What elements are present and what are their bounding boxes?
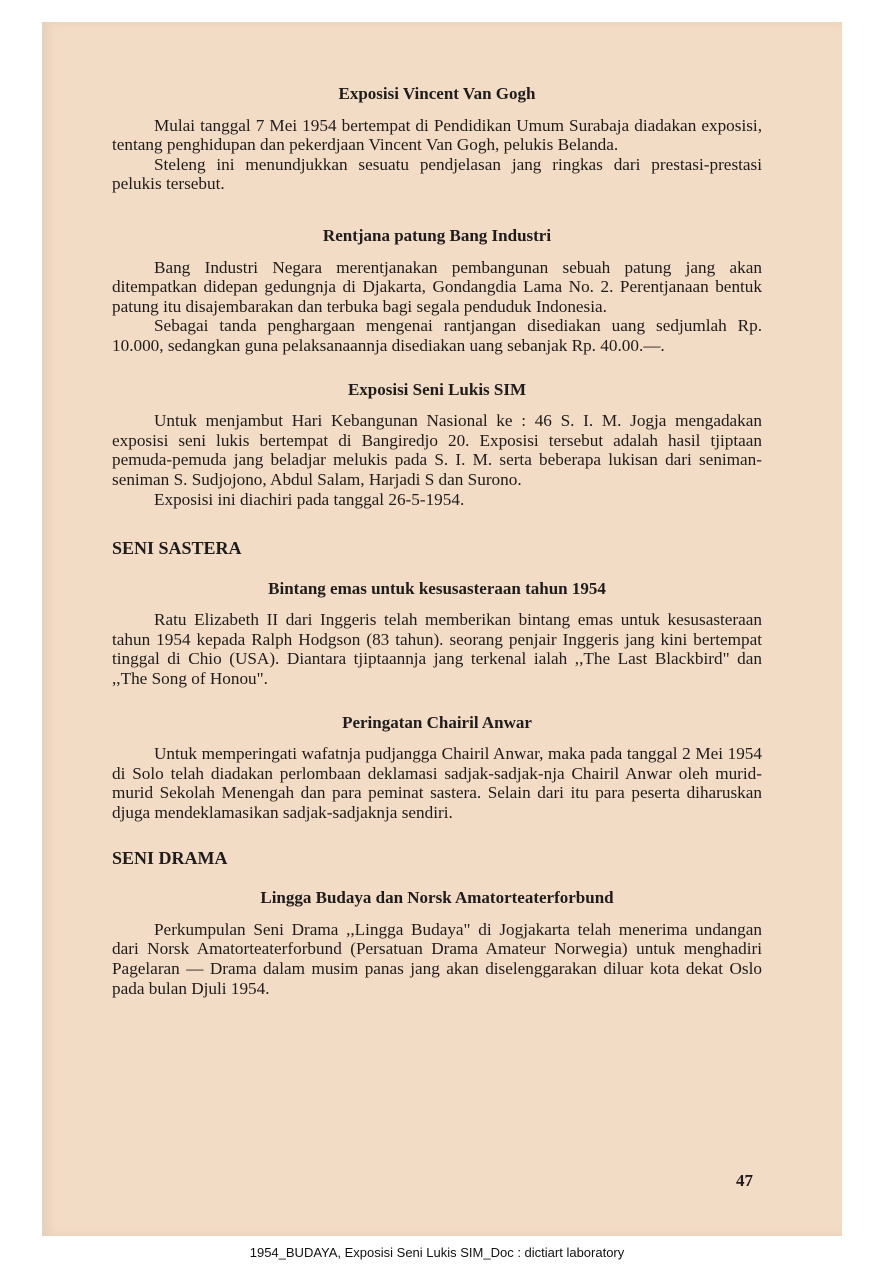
article-paragraph: Mulai tanggal 7 Mei 1954 bertempat di Pendidikan Umum Surabaja diadakan exposisi, tentang penghidupan dan pekerdjaan Vincent Van Gogh, pelukis Belanda. xyxy=(112,115,762,155)
article-paragraph: Bang Industri Negara merentjanakan pembangunan sebuah patung jang akan ditempatkan didepan gedungnja di Djakarta, Gondangdia Lama No. 2. Perentjanaan bentuk patung itu disajembarakan dan terbuka bagi segala penduduk Indonesia. xyxy=(112,257,762,316)
article-paragraph: Exposisi ini diachiri pada tanggal 26-5-1954. xyxy=(154,489,465,509)
article-title: Exposisi Vincent Van Gogh xyxy=(338,84,536,103)
article-lingga-budaya xyxy=(112,888,762,998)
article-seni-lukis-sim xyxy=(112,380,762,510)
article-van-gogh xyxy=(112,84,762,194)
article-paragraph: Perkumpulan Seni Drama ,,Lingga Budaya" di Jogjakarta telah menerima undangan dari Norsk Amatorteaterforbund (Persatuan Drama Amateur Norwegia) untuk menghadiri Pagelaran — Drama dalam musim panas jang akan diselenggarakan diluar kota dekat Oslo pada bulan Djuli 1954. xyxy=(112,919,762,998)
article-paragraph: Ratu Elizabeth II dari Inggeris telah memberikan bintang emas untuk kesusasteraan tahun 1954 kepada Ralph Hodgson (83 tahun). seorang penjair Inggeris jang kini bertempat tinggal di Chio (USA). Diantara tjiptaannja jang terkenal ialah ,,The Last Blackbird" dan ,,The Song of Honou". xyxy=(112,610,762,689)
article-paragraph: Sebagai tanda penghargaan mengenai rantjangan disediakan uang sedjumlah Rp. 10.000, sedangkan guna pelaksanaannja disediakan uang sebanjak Rp. 40.00.—. xyxy=(112,316,762,355)
article-paragraph: Steleng ini menundjukkan sesuatu pendjelasan jang ringkas dari prestasi-prestasi pelukis tersebut. xyxy=(112,154,762,194)
article-patung xyxy=(112,226,762,356)
document-body xyxy=(112,84,762,1022)
article-title: Exposisi Seni Lukis SIM xyxy=(347,379,527,399)
article-title: Lingga Budaya dan Norsk Amatorteaterforbund xyxy=(260,888,614,908)
article-title: Bintang emas untuk kesusasteraan tahun 1954 xyxy=(268,578,606,598)
image-caption: 1954_BUDAYA, Exposisi Seni Lukis SIM_Doc : dictiart laboratory xyxy=(249,1245,625,1260)
page-number: 47 xyxy=(736,1171,753,1190)
article-chairil-anwar xyxy=(112,713,762,823)
article-title: Rentjana patung Bang Industri xyxy=(322,225,552,245)
section-title-sastera: SENI SASTERA xyxy=(112,538,242,559)
article-bintang-emas xyxy=(112,579,762,689)
article-title: Peringatan Chairil Anwar xyxy=(342,712,532,732)
section-title-drama: SENI DRAMA xyxy=(112,847,228,868)
article-paragraph: Untuk menjambut Hari Kebangunan Nasional ke : 46 S. I. M. Jogja mengadakan exposisi seni lukis bertempat di Bangiredjo 20. Exposisi tersebut adalah hasil tjiptaan pemuda-pemuda jang beladjar melukis pada S. I. M. serta beberapa lukisan dari seniman-seniman S. Sudjojono, Abdul Salam, Harjadi S dan Surono. xyxy=(112,411,762,489)
article-paragraph: Untuk memperingati wafatnja pudjangga Chairil Anwar, maka pada tanggal 2 Mei 1954 di Solo telah diadakan perlombaan deklamasi sadjak-sadjak-nja Chairil Anwar oleh murid-murid Sekolah Menengah dan para peminat sastera. Selain dari itu para peserta diharuskan djuga mendeklamasikan sadjak-sadjaknja sendiri. xyxy=(112,744,762,823)
